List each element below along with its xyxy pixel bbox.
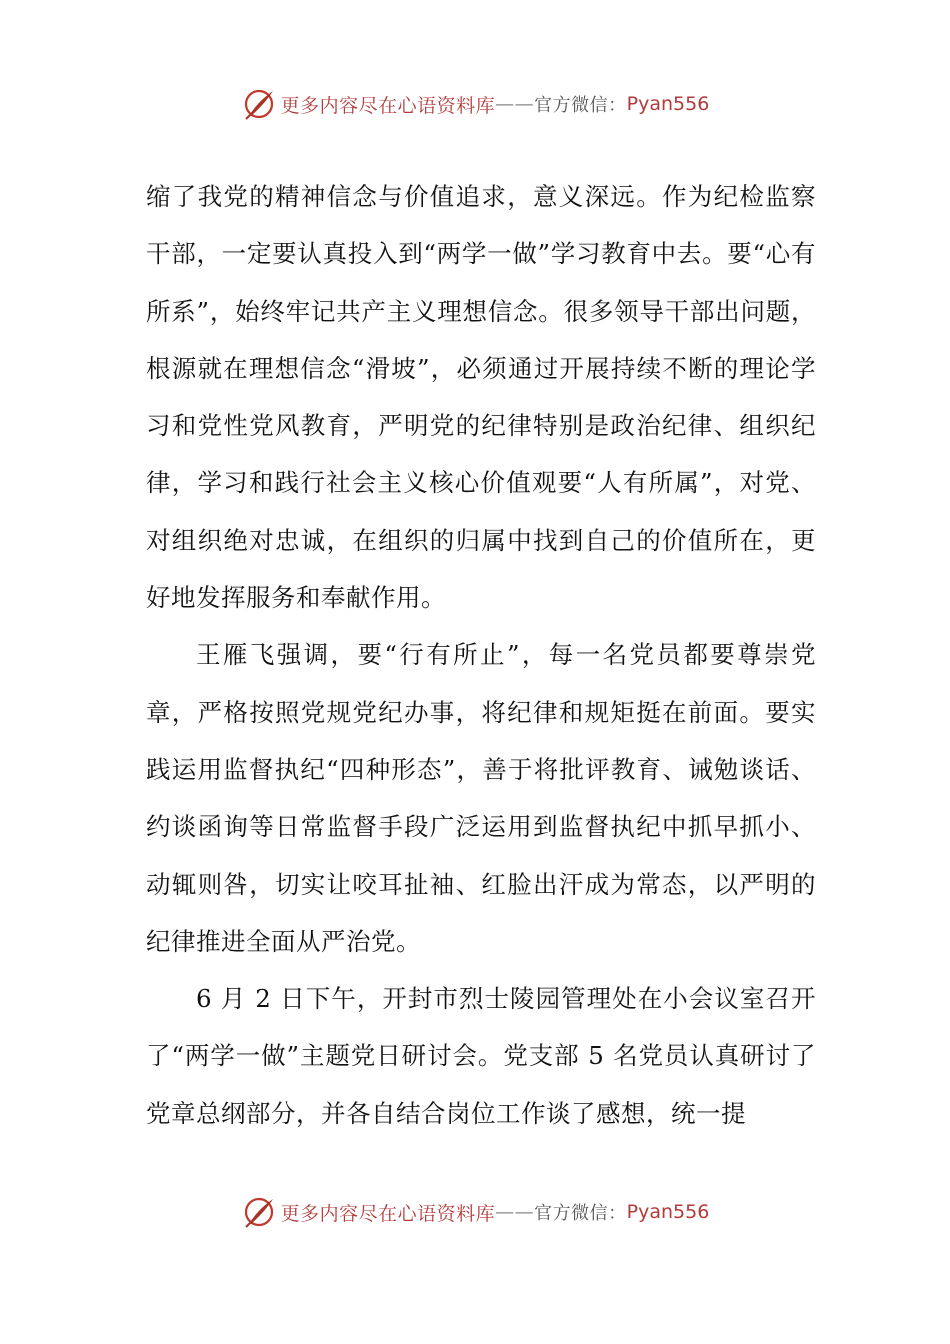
quill-logo-icon: [241, 86, 277, 122]
watermark-separator: ——: [495, 93, 535, 115]
watermark-wechat-label: 官方微信：: [534, 95, 627, 116]
paragraph-1: 缩了我党的精神信念与价值追求，意义深远。作为纪检监察干部，一定要认真投入到“两学一做”学习教育中去。要“心有所系”，始终牢记共产主义理想信念。很多领导干部出问题，根源就在理想信念“滑坡”，必须通过开展持续不断的理论学习和党性党风教育，严明党的纪律特别是政治纪律、组织纪律，学习和践行社会主义核心价值观要“人有所属”，对党、对组织绝对忠诚，在组织的归属中找到自己的价值所在，更好地发挥服务和奉献作用。: [146, 182, 816, 613]
watermark-wechat-label: 官方微信：: [534, 1203, 627, 1224]
paragraph-2: 王雁飞强调，要“行有所止”，每一名党员都要尊崇党章，严格按照党规党纪办事，将纪律和规矩挺在前面。要实践运用监督执纪“四种形态”，善于将批评教育、诫勉谈话、约谈函询等日常监督手段广泛运用到监督执纪中抓早抓小、动辄则咎，切实让咬耳扯袖、红脸出汗成为常态，以严明的纪律推进全面从严治党。: [146, 640, 816, 956]
footer-watermark: [0, 1190, 950, 1234]
paragraph-3: 6 月 2 日下午，开封市烈士陵园管理处在小会议室召开了“两学一做”主题党日研讨会。党支部 5 名党员认真研讨了党章总纲部分，并各自结合岗位工作谈了感想，统一提: [146, 984, 816, 1128]
watermark-wechat-id: Pyan556: [626, 1201, 710, 1223]
watermark-separator: ——: [495, 1201, 535, 1223]
watermark-brand: 更多内容尽在心语资料库: [280, 1202, 496, 1225]
watermark-brand: 更多内容尽在心语资料库: [280, 94, 496, 117]
document-body: [146, 168, 816, 1142]
watermark-wechat-id: Pyan556: [626, 93, 710, 115]
quill-logo-icon: [241, 1194, 277, 1230]
header-watermark: [0, 82, 950, 126]
